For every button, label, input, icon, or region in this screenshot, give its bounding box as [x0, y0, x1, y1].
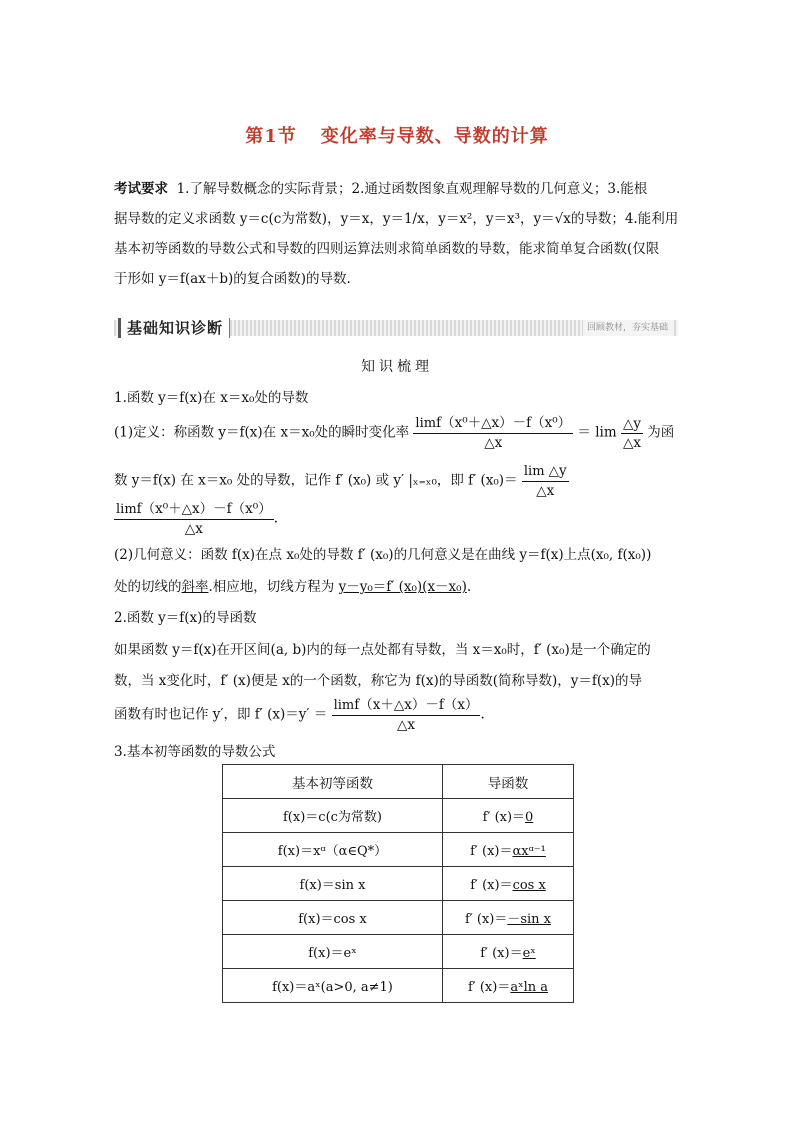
deriv-answer: －sin x	[507, 912, 552, 927]
requirements-label: 考试要求	[114, 181, 168, 197]
def-eq-lim: ＝ lim	[577, 424, 617, 441]
deriv-answer: αxᵅ⁻¹	[512, 844, 546, 859]
sec2-p2: 数，当 x变化时，f′ (x)便是 x的一个函数，称它为 f(x)的导函数(简称导数)，y＝f(x)的导	[114, 673, 643, 689]
section-title: 变化率与导数、导数的计算	[320, 126, 549, 147]
table-cell-derivative	[443, 867, 574, 901]
def-fraction-3-num: f（x⁰＋△x）－f（x⁰）	[136, 501, 272, 517]
deriv-answer: 0	[525, 810, 534, 825]
header-function: 基本初等函数	[223, 765, 443, 799]
table-cell-function: f(x)＝aˣ(a>0, a≠1)	[223, 969, 443, 1003]
requirements-line-1: 1.了解导数概念的实际背景；2.通过函数图象直观理解导数的几何意义；3.能根	[176, 181, 648, 197]
header-derivative: 导函数	[443, 765, 574, 799]
def-text-c: 数 y＝f(x) 在 x＝x₀ 处的导数，记作 f′ (x₀) 或 y′ |ₓ₌ₓ₀，即 f′ (x₀)＝	[114, 472, 518, 489]
dy-dx-fraction	[621, 415, 643, 452]
table-cell-derivative	[443, 901, 574, 935]
deriv-prefix: f′ (x)＝	[480, 946, 523, 961]
derivative-den: △x	[397, 717, 415, 733]
sec1-definition-row1	[114, 414, 680, 452]
deriv-prefix: f′ (x)＝	[470, 844, 513, 859]
def-text-a: (1)定义：称函数 y＝f(x)在 x＝x₀处的瞬时变化率	[114, 424, 410, 441]
def-fraction: $\frac{\text{limf（x⁰＋△x）－f（x⁰）}}{\triangle x}$	[415, 415, 572, 451]
banner-right-label: 回顾教材，夯实基础	[583, 320, 672, 336]
table-cell-derivative	[443, 799, 574, 833]
def-text-b: 为函	[647, 424, 675, 441]
sec1-definition-row2	[114, 462, 680, 500]
sec1-geometric-b	[114, 575, 680, 595]
deriv-prefix: f′ (x)＝	[482, 810, 526, 825]
derivative-num: f（x＋△x）－f（x）	[354, 697, 479, 713]
requirements-line-4: 于形如 y＝f(ax＋b)的复合函数)的导数.	[114, 271, 351, 287]
subtitle: 知识梳理	[361, 359, 433, 375]
section-banner	[114, 318, 678, 340]
dy: △y	[622, 415, 641, 432]
table-row	[223, 833, 574, 867]
requirements-line-3: 基本初等函数的导数公式和导数的四则运算法则求简单函数的导数，能求简单复合函数(仅限	[114, 241, 660, 257]
table-cell-function: f(x)＝cos x	[223, 901, 443, 935]
derivative-table	[222, 764, 574, 1003]
section-number: 第1节	[245, 126, 297, 147]
geo-pre: 处的切线的	[114, 579, 182, 595]
table-header-row	[223, 765, 574, 799]
deriv-answer: cos x	[512, 878, 546, 893]
table-cell-derivative	[443, 935, 574, 969]
geo-end: .	[466, 579, 472, 595]
deriv-prefix: f′ (x)＝	[470, 878, 513, 893]
deriv-answer: eˣ	[522, 946, 536, 961]
dx-2: △x	[536, 483, 555, 499]
page-title	[0, 122, 794, 148]
banner-left-label: 基础知识诊断	[118, 318, 230, 338]
sec2-p1: 如果函数 y＝f(x)在开区间(a, b)内的每一点处都有导数，当 x＝x₀时，f′ (x₀)是一个确定的	[114, 642, 651, 658]
table-cell-function: f(x)＝c(c为常数)	[223, 799, 443, 833]
sec1-geometric-a: (2)几何意义：函数 f(x)在点 x₀处的导数 f′ (x₀)的几何意义是在曲线 y＝f(x)上点(x₀, f(x₀))	[114, 547, 652, 563]
table-cell-function: f(x)＝xᵅ（α∈Q*）	[223, 833, 443, 867]
sec2-p3: 函数有时也记作 y′，即 f′ (x)＝y′ ＝ $\frac{\lim f(x+\triangle x)-f(x)}{\triangle x}$ .	[114, 697, 485, 733]
dx: △x	[622, 434, 641, 451]
table-cell-function: f(x)＝sin x	[223, 867, 443, 901]
def-fraction-num: f（x⁰＋△x）－f（x⁰）	[436, 415, 572, 431]
deriv-answer: aˣln a	[510, 980, 549, 995]
table-cell-derivative	[443, 969, 574, 1003]
slope-answer: 斜率	[181, 579, 209, 595]
table-row	[223, 901, 574, 935]
def-fraction-den: △x	[484, 435, 503, 451]
def-fraction-3: $\frac{\text{limf（x⁰＋△x）－f（x⁰）}}{\triangle x}$	[116, 501, 272, 537]
def-fraction-2: $\frac{\lim \triangle y}{\triangle x}$	[523, 463, 567, 499]
geo-mid: .相应地，切线方程为	[208, 579, 335, 595]
table-row	[223, 935, 574, 969]
deriv-prefix: f′ (x)＝	[464, 912, 508, 927]
sec3-heading: 3.基本初等函数的导数公式	[114, 744, 276, 760]
deriv-prefix: f′ (x)＝	[467, 980, 511, 995]
derivative-fraction: $\frac{\lim f(x+\triangle x)-f(x)}{\triangle x}$	[333, 697, 479, 733]
def-fraction-3-den: △x	[184, 521, 203, 537]
sec1-definition-row3: $\frac{\text{limf（x⁰＋△x）－f（x⁰）}}{\triangle x}$ .	[116, 501, 278, 537]
requirements-line-2: 据导数的定义求函数 y＝c(c为常数)，y＝x，y＝1/x，y＝x²，y＝x³，y＝√x的导数；4.能利用	[114, 211, 679, 227]
table-cell-function: f(x)＝eˣ	[223, 935, 443, 969]
table-cell-derivative	[443, 833, 574, 867]
table-row	[223, 969, 574, 1003]
sec2-heading: 2.函数 y＝f(x)的导函数	[114, 610, 257, 626]
sec1-heading: 1.函数 y＝f(x)在 x＝x₀处的导数	[114, 390, 309, 406]
tangent-equation-answer: y－y₀＝f′ (x₀)(x－x₀)	[338, 579, 467, 595]
sec2-p3-text: 函数有时也记作 y′，即 f′ (x)＝y′ ＝	[114, 706, 328, 723]
exam-requirements	[114, 174, 680, 294]
table-row	[223, 867, 574, 901]
dy-2: △y	[548, 463, 567, 479]
table-row	[223, 799, 574, 833]
